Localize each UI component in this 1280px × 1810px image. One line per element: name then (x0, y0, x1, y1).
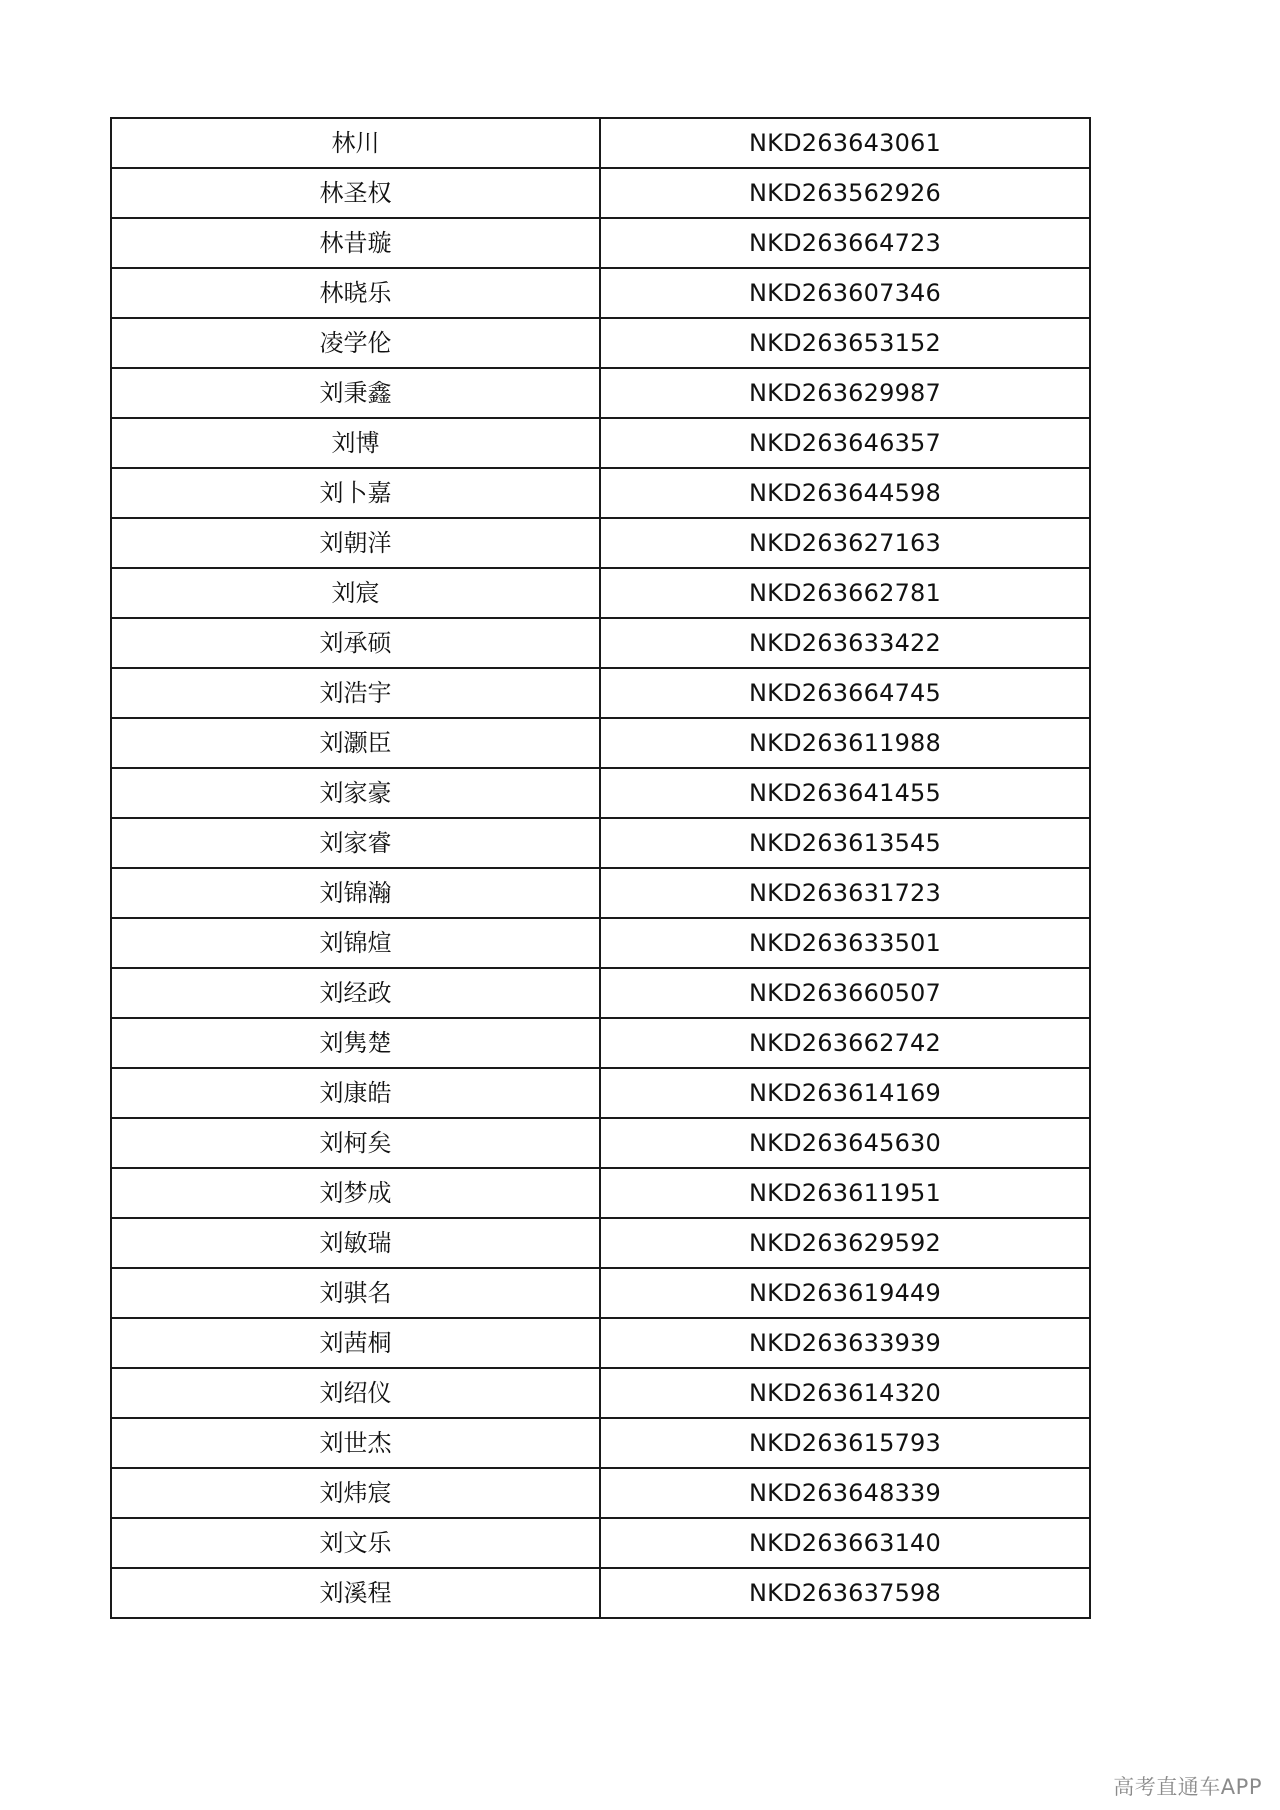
name-cell: 刘隽楚 (111, 1018, 600, 1068)
name-cell: 刘家睿 (111, 818, 600, 868)
table-row (111, 1468, 1090, 1518)
id-cell: NKD263629592 (600, 1218, 1090, 1268)
name-cell: 刘柯矣 (111, 1118, 600, 1168)
name-cell: 林圣权 (111, 168, 600, 218)
id-cell: NKD263648339 (600, 1468, 1090, 1518)
id-cell: NKD263662781 (600, 568, 1090, 618)
table-row (111, 618, 1090, 668)
table-row (111, 368, 1090, 418)
name-cell: 林晓乐 (111, 268, 600, 318)
id-cell: NKD263653152 (600, 318, 1090, 368)
name-cell: 刘承硕 (111, 618, 600, 668)
table-row (111, 1018, 1090, 1068)
id-cell: NKD263607346 (600, 268, 1090, 318)
id-cell: NKD263662742 (600, 1018, 1090, 1068)
table-row (111, 318, 1090, 368)
roster-table (110, 117, 1091, 1619)
table-row (111, 1268, 1090, 1318)
table-row (111, 868, 1090, 918)
name-cell: 林川 (111, 118, 600, 168)
name-cell: 刘经政 (111, 968, 600, 1018)
table-row (111, 568, 1090, 618)
id-cell: NKD263562926 (600, 168, 1090, 218)
id-cell: NKD263611951 (600, 1168, 1090, 1218)
table-row (111, 1118, 1090, 1168)
id-cell: NKD263611988 (600, 718, 1090, 768)
id-cell: NKD263614169 (600, 1068, 1090, 1118)
id-cell: NKD263644598 (600, 468, 1090, 518)
name-cell: 刘康皓 (111, 1068, 600, 1118)
name-cell: 刘茜桐 (111, 1318, 600, 1368)
name-cell: 刘梦成 (111, 1168, 600, 1218)
id-cell: NKD263645630 (600, 1118, 1090, 1168)
name-cell: 刘灏臣 (111, 718, 600, 768)
table-row (111, 118, 1090, 168)
name-cell: 林昔璇 (111, 218, 600, 268)
table-row (111, 418, 1090, 468)
id-cell: NKD263633501 (600, 918, 1090, 968)
table-row (111, 818, 1090, 868)
name-cell: 刘绍仪 (111, 1368, 600, 1418)
id-cell: NKD263615793 (600, 1418, 1090, 1468)
id-cell: NKD263637598 (600, 1568, 1090, 1618)
table-row (111, 468, 1090, 518)
id-cell: NKD263631723 (600, 868, 1090, 918)
table-row (111, 768, 1090, 818)
name-cell: 刘骐名 (111, 1268, 600, 1318)
id-cell: NKD263629987 (600, 368, 1090, 418)
id-cell: NKD263619449 (600, 1268, 1090, 1318)
id-cell: NKD263660507 (600, 968, 1090, 1018)
table-row (111, 1168, 1090, 1218)
name-cell: 刘文乐 (111, 1518, 600, 1568)
id-cell: NKD263633422 (600, 618, 1090, 668)
table-row (111, 1518, 1090, 1568)
table-row (111, 268, 1090, 318)
table-row (111, 218, 1090, 268)
id-cell: NKD263627163 (600, 518, 1090, 568)
id-cell: NKD263643061 (600, 118, 1090, 168)
name-cell: 凌学伦 (111, 318, 600, 368)
id-cell: NKD263614320 (600, 1368, 1090, 1418)
name-cell: 刘溪程 (111, 1568, 600, 1618)
name-cell: 刘宸 (111, 568, 600, 618)
id-cell: NKD263663140 (600, 1518, 1090, 1568)
table-row (111, 1068, 1090, 1118)
table-row (111, 1318, 1090, 1368)
name-cell: 刘卜嘉 (111, 468, 600, 518)
table-row (111, 718, 1090, 768)
watermark-text: 高考直通车APP (1113, 1775, 1262, 1799)
name-cell: 刘秉鑫 (111, 368, 600, 418)
table-row (111, 518, 1090, 568)
roster-table-body (111, 118, 1090, 1618)
table-row (111, 1368, 1090, 1418)
name-cell: 刘世杰 (111, 1418, 600, 1468)
name-cell: 刘锦煊 (111, 918, 600, 968)
table-row (111, 668, 1090, 718)
name-cell: 刘博 (111, 418, 600, 468)
id-cell: NKD263641455 (600, 768, 1090, 818)
id-cell: NKD263646357 (600, 418, 1090, 468)
name-cell: 刘敏瑞 (111, 1218, 600, 1268)
table-row (111, 168, 1090, 218)
id-cell: NKD263664745 (600, 668, 1090, 718)
name-cell: 刘锦瀚 (111, 868, 600, 918)
name-cell: 刘炜宸 (111, 1468, 600, 1518)
id-cell: NKD263664723 (600, 218, 1090, 268)
table-row (111, 968, 1090, 1018)
table-row (111, 1418, 1090, 1468)
id-cell: NKD263633939 (600, 1318, 1090, 1368)
name-cell: 刘家豪 (111, 768, 600, 818)
table-row (111, 1568, 1090, 1618)
id-cell: NKD263613545 (600, 818, 1090, 868)
table-row (111, 1218, 1090, 1268)
name-cell: 刘朝洋 (111, 518, 600, 568)
name-cell: 刘浩宇 (111, 668, 600, 718)
table-row (111, 918, 1090, 968)
